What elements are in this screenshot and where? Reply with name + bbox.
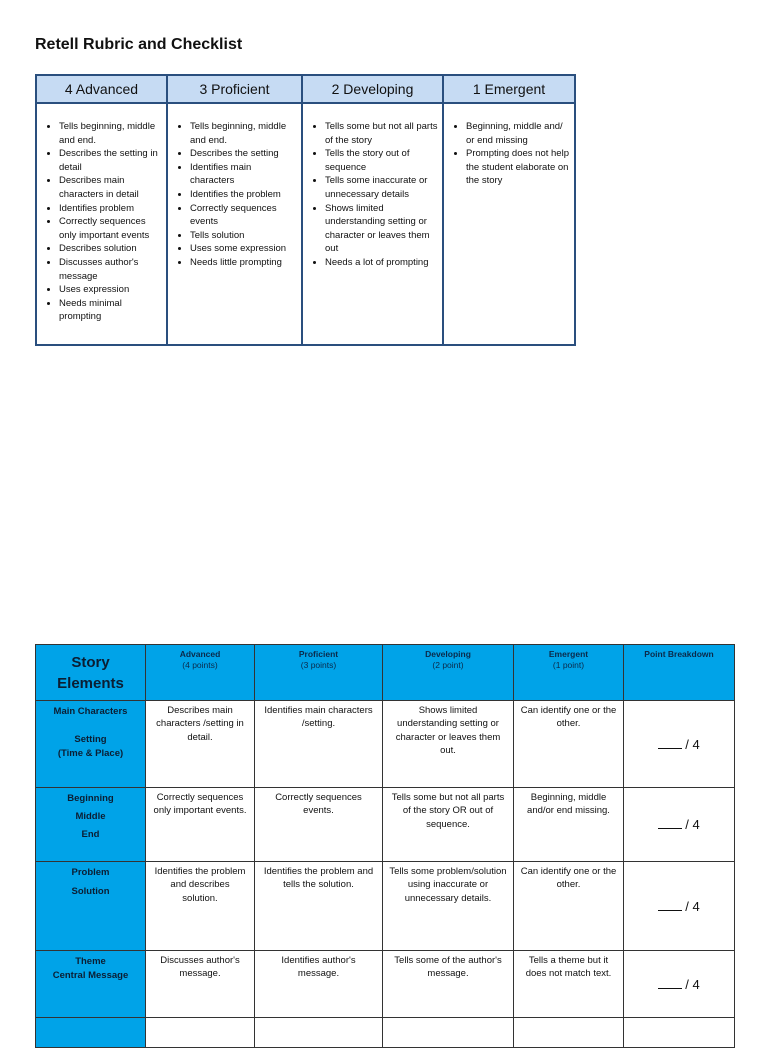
points-total: / 4	[685, 976, 700, 992]
points-total: / 4	[685, 817, 700, 832]
cell-advanced: Correctly sequences only important events.	[146, 788, 255, 862]
criteria-list	[172, 120, 297, 270]
header-developing	[383, 645, 514, 701]
score-blank[interactable]	[658, 978, 682, 989]
list-item: • Describes the setting in detail	[59, 147, 162, 174]
header-title: Proficient	[298, 649, 339, 659]
header-proficient	[255, 645, 383, 701]
list-item: • Describes the setting	[190, 147, 297, 161]
row-label-line: Beginning	[67, 793, 114, 804]
list-item: • Shows limited understanding setting or character or leaves them out	[325, 202, 438, 256]
page-title: Retell Rubric and Checklist	[35, 36, 243, 53]
score-blank[interactable]	[658, 900, 682, 911]
list-item: • Identifies problem	[59, 202, 162, 216]
score-blank[interactable]	[658, 818, 682, 829]
point-breakdown-cell	[624, 788, 735, 862]
retell-rubric-table	[35, 74, 576, 346]
row-label-line: Problem	[71, 867, 110, 878]
cell-proficient: Identifies the problem and tells the solution.	[255, 862, 383, 951]
cell-proficient: Identifies main characters /setting.	[255, 701, 383, 788]
cell-empty	[514, 1018, 624, 1048]
cell-advanced: Discusses author's message.	[146, 951, 255, 1018]
cell-emergent: Can identify one or the other.	[514, 701, 624, 788]
row-label-line: Theme	[75, 956, 106, 967]
row-label	[36, 788, 146, 862]
rubric-header-emergent: 1 Emergent	[443, 75, 575, 103]
rubric-column-proficient	[167, 103, 302, 345]
list-item: • Tells solution	[190, 229, 297, 243]
table-row	[36, 862, 735, 951]
cell-proficient: Correctly sequences events.	[255, 788, 383, 862]
rubric-header-proficient: 3 Proficient	[167, 75, 302, 103]
cell-advanced: Describes main characters /setting in detail.	[146, 701, 255, 788]
cell-emergent: Beginning, middle and/or end missing.	[514, 788, 624, 862]
cell-developing: Tells some problem/solution using inaccurate or unnecessary details.	[383, 862, 514, 951]
header-title: Developing	[425, 649, 471, 659]
list-item: • Tells some but not all parts of the story	[325, 120, 438, 147]
elements-header-row	[36, 645, 735, 701]
point-breakdown-cell	[624, 862, 735, 951]
list-item: • Needs little prompting	[190, 256, 297, 270]
header-title: Point Breakdown	[644, 649, 714, 659]
cell-emergent: Can identify one or the other.	[514, 862, 624, 951]
cell-advanced: Identifies the problem and describes solution.	[146, 862, 255, 951]
row-label	[36, 862, 146, 951]
story-elements-table	[35, 644, 735, 1048]
row-label-line: Middle	[75, 811, 106, 822]
cell-developing: Tells some of the author's message.	[383, 951, 514, 1018]
cell-empty	[383, 1018, 514, 1048]
list-item: • Beginning, middle and/ or end missing	[466, 120, 570, 147]
row-label-line: End	[81, 829, 100, 840]
header-title: Advanced	[179, 649, 221, 659]
header-points: (4 points)	[182, 660, 218, 670]
rubric-header-row	[36, 75, 575, 103]
list-item: • Needs a lot of prompting	[325, 256, 438, 270]
header-point-breakdown	[624, 645, 735, 701]
points-total: / 4	[685, 898, 700, 914]
cell-empty	[146, 1018, 255, 1048]
list-item: • Uses some expression	[190, 242, 297, 256]
list-item: • Tells beginning, middle and end.	[190, 120, 297, 147]
table-row	[36, 788, 735, 862]
cell-emergent: Tells a theme but it does not match text.	[514, 951, 624, 1018]
row-label-empty	[36, 1018, 146, 1048]
list-item: • Uses expression	[59, 283, 162, 297]
row-label	[36, 701, 146, 788]
cell-developing: Tells some but not all parts of the story OR out of sequence.	[383, 788, 514, 862]
list-item: • Prompting does not help the student elaborate on the story	[466, 147, 570, 188]
list-item: • Describes main characters in detail	[59, 174, 162, 201]
table-row	[36, 951, 735, 1018]
list-item: • Tells the story out of sequence	[325, 147, 438, 174]
criteria-list	[307, 120, 438, 270]
header-points: (2 point)	[432, 660, 464, 670]
point-breakdown-cell	[624, 701, 735, 788]
points-total: / 4	[685, 736, 700, 752]
rubric-column-developing	[302, 103, 443, 345]
row-label-gap	[37, 719, 144, 733]
rubric-header-developing: 2 Developing	[302, 75, 443, 103]
table-row	[36, 701, 735, 788]
criteria-list	[41, 120, 162, 324]
row-label-line: Main Characters	[53, 706, 128, 717]
header-title: Emergent	[548, 649, 589, 659]
list-item: • Tells beginning, middle and end.	[59, 120, 162, 147]
header-emergent	[514, 645, 624, 701]
list-item: • Needs minimal prompting	[59, 297, 162, 324]
list-item: • Correctly sequences events	[190, 202, 297, 229]
list-item: • Discusses author's message	[59, 256, 162, 283]
list-item: • Identifies the problem	[190, 188, 297, 202]
cell-developing: Shows limited understanding setting or character or leaves them out.	[383, 701, 514, 788]
row-label-line: Central Message	[52, 970, 129, 981]
list-item: • Identifies main characters	[190, 161, 297, 188]
criteria-list	[448, 120, 570, 188]
rubric-column-emergent	[443, 103, 575, 345]
rubric-column-advanced	[36, 103, 167, 345]
row-label-line: Setting	[74, 734, 107, 745]
header-advanced	[146, 645, 255, 701]
header-points: (1 point)	[552, 660, 585, 670]
cell-proficient: Identifies author's message.	[255, 951, 383, 1018]
story-elements-header: Story Elements	[36, 645, 146, 701]
list-item: • Correctly sequences only important events	[59, 215, 162, 242]
rubric-criteria-row	[36, 103, 575, 345]
row-label-line: (Time & Place)	[57, 748, 124, 759]
list-item: • Tells some inaccurate or unnecessary details	[325, 174, 438, 201]
list-item: • Describes solution	[59, 242, 162, 256]
rubric-header-advanced: 4 Advanced	[36, 75, 167, 103]
score-blank[interactable]	[658, 738, 682, 749]
cell-empty	[255, 1018, 383, 1048]
row-label	[36, 951, 146, 1018]
table-row-partial	[36, 1018, 735, 1048]
header-points: (3 points)	[300, 660, 337, 670]
point-breakdown-cell	[624, 951, 735, 1018]
row-label-line: Solution	[71, 886, 110, 897]
cell-empty	[624, 1018, 735, 1048]
